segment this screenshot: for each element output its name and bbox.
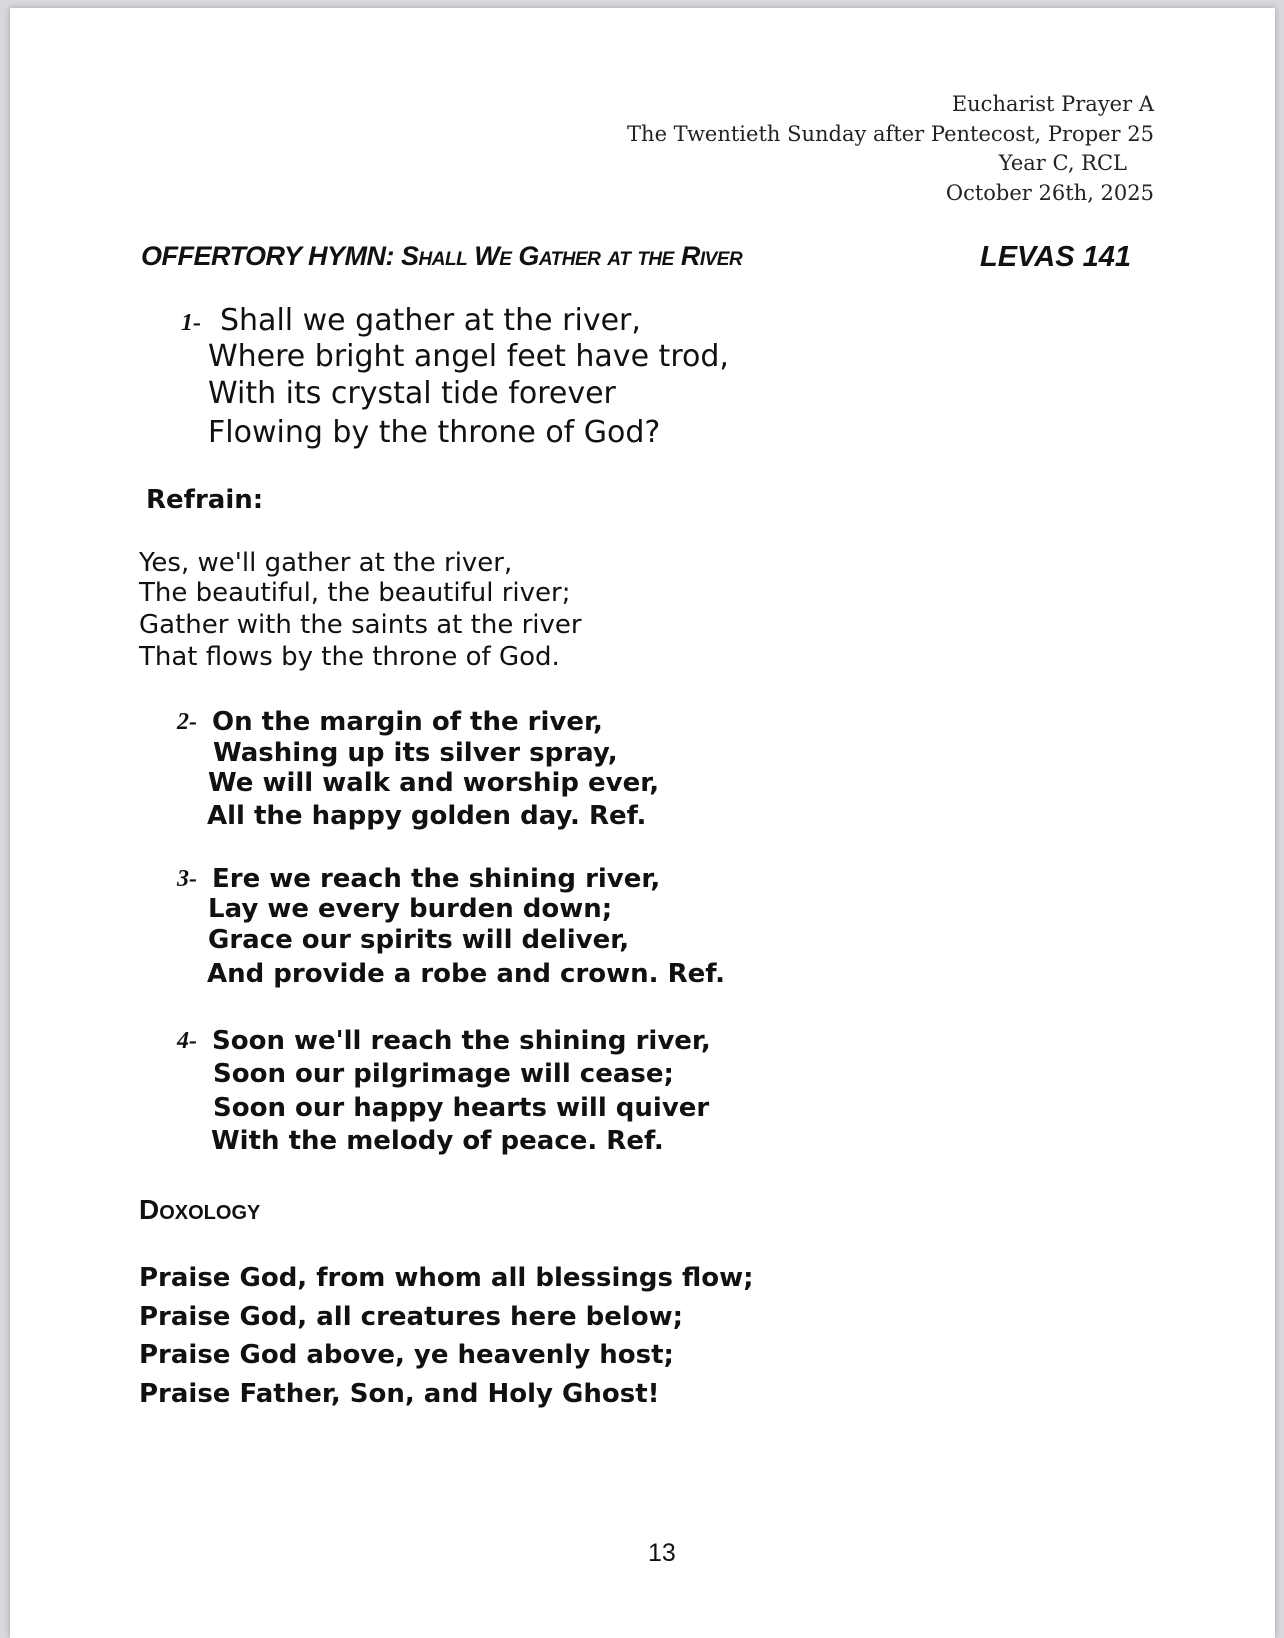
doxology-line: Praise God above, ye heavenly host;	[139, 1340, 674, 1370]
refrain-line: Yes, we'll gather at the river,	[139, 548, 513, 578]
verse-line: Soon our happy hearts will quiver	[213, 1093, 710, 1123]
verse-line: Shall we gather at the river,	[220, 303, 641, 338]
verse-line: On the margin of the river,	[212, 707, 603, 737]
verse-line: And provide a robe and crown. Ref.	[207, 959, 726, 989]
refrain-heading: Refrain:	[146, 485, 264, 515]
hymn-title: Shall We Gather at the River	[401, 241, 743, 271]
verse-line: Soon we'll reach the shining river,	[212, 1026, 711, 1056]
refrain-line: The beautiful, the beautiful river;	[139, 578, 571, 608]
verse-number: 2-	[177, 709, 197, 735]
verse-number: 4-	[177, 1028, 197, 1054]
header-date: October 26th, 2025	[945, 181, 1154, 205]
verse-line: Soon our pilgrimage will cease;	[213, 1059, 674, 1089]
verse-line: We will walk and worship ever,	[208, 768, 660, 798]
page-number: 13	[648, 1539, 676, 1567]
hymn-label: OFFERTORY HYMN:	[141, 241, 402, 271]
verse-line: With the melody of peace. Ref.	[211, 1126, 664, 1156]
doxology-line: Praise God, from whom all blessings flow;	[139, 1263, 754, 1293]
verse-line: Flowing by the throne of God?	[208, 415, 661, 450]
verse-line: Where bright angel feet have trod,	[208, 339, 729, 374]
doxology-line: Praise God, all creatures here below;	[139, 1302, 684, 1332]
hymn-number: LEVAS 141	[980, 241, 1131, 273]
verse-line: Ere we reach the shining river,	[212, 864, 661, 894]
verse-line: With its crystal tide forever	[208, 376, 616, 411]
verse-line: Lay we every burden down;	[208, 894, 613, 924]
refrain-line: Gather with the saints at the river	[139, 610, 582, 640]
refrain-line: That flows by the throne of God.	[139, 642, 560, 672]
verse-line: Washing up its silver spray,	[213, 738, 618, 768]
doxology-heading: Doxology	[139, 1194, 261, 1225]
doxology-line: Praise Father, Son, and Holy Ghost!	[139, 1379, 660, 1409]
header-year: Year C, RCL	[998, 151, 1127, 175]
verse-line: All the happy golden day. Ref.	[207, 801, 647, 831]
verse-number: 3-	[177, 866, 197, 892]
header-sunday: The Twentieth Sunday after Pentecost, Proper 25	[627, 122, 1154, 146]
verse-line: Grace our spirits will deliver,	[208, 925, 630, 955]
document-page	[10, 8, 1275, 1638]
hymn-heading	[141, 241, 742, 272]
verse-number: 1-	[181, 310, 201, 336]
header-service: Eucharist Prayer A	[951, 92, 1154, 116]
